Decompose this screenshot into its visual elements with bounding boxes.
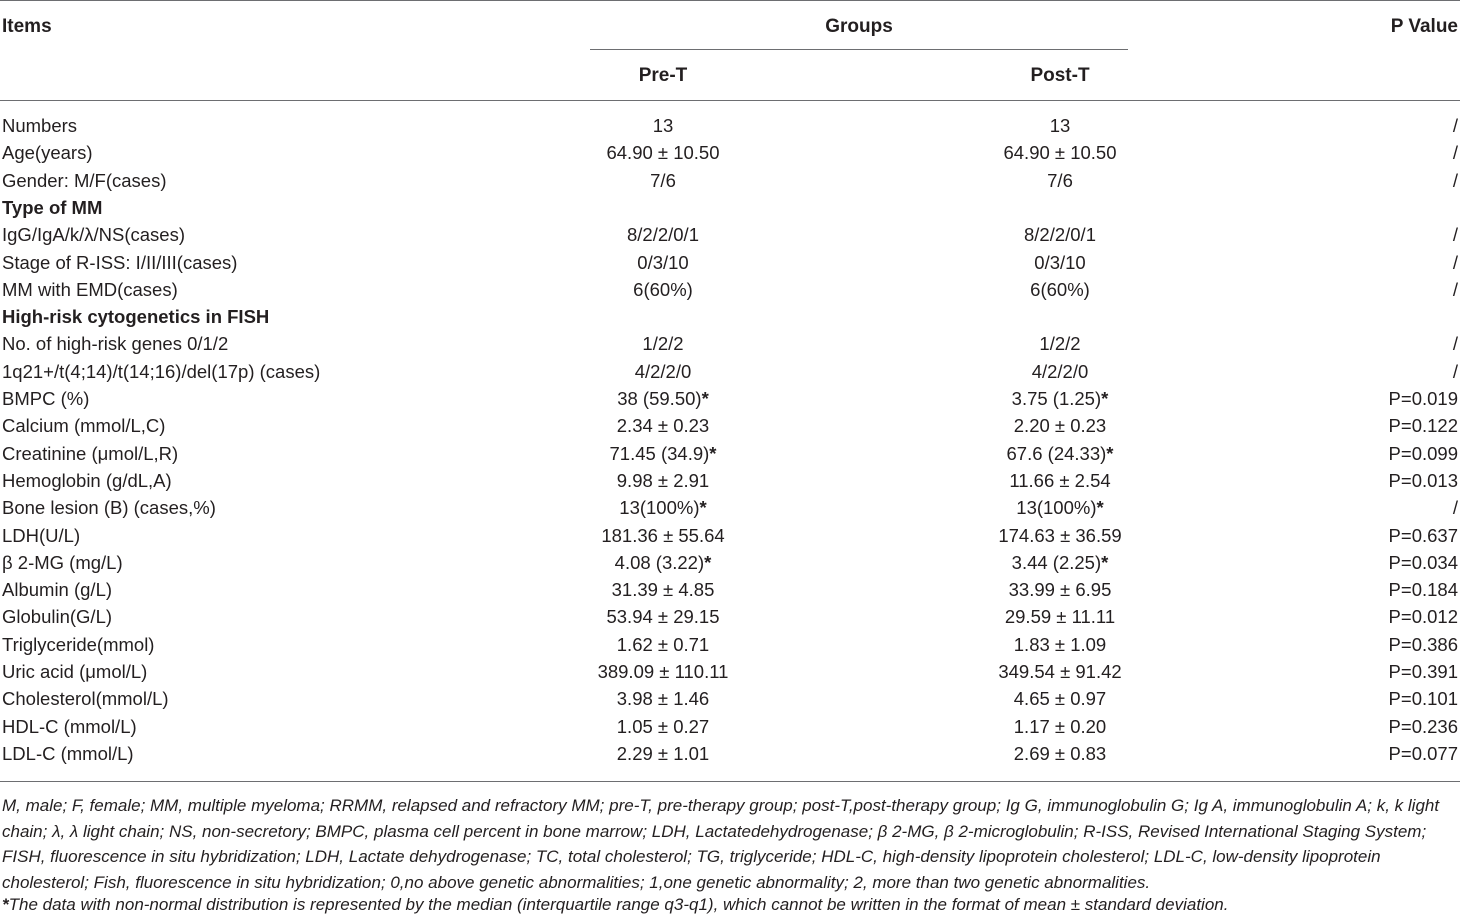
cell-post-t-text: 64.90 ± 10.50: [1003, 142, 1117, 164]
cell-post-t: [960, 249, 1160, 276]
cell-post-t: [960, 713, 1160, 740]
cell-p-value: [1389, 522, 1458, 549]
cell-pre-t-text: 9.98 ± 2.91: [616, 469, 710, 491]
cell-pre-t-text: 38 (59.50): [617, 388, 702, 409]
table-row: [0, 249, 1460, 276]
cell-pre-t: [563, 467, 763, 494]
cell-pre-t-text: 4/2/2/0: [634, 360, 692, 382]
cell-pre-t-text: 389.09 ± 110.11: [597, 661, 729, 682]
cell-pre-t: [563, 440, 763, 467]
cell-p-value-text: P=0.019: [1388, 388, 1458, 409]
cell-pre-t: [563, 740, 763, 767]
cell-post-t-text: 13: [1049, 115, 1071, 136]
cell-item: [2, 631, 154, 658]
table-row: [0, 112, 1460, 139]
cell-item-text: Age(years): [2, 142, 93, 164]
cell-p-value-text: /: [1452, 115, 1458, 136]
cell-p-value: [1453, 167, 1458, 194]
section-row: [0, 194, 1460, 221]
cell-p-value-text: P=0.184: [1388, 579, 1458, 601]
cell-item-text: Bone lesion (B) (cases,%): [2, 497, 216, 519]
cell-item-text: MM with EMD(cases): [2, 278, 178, 300]
cell-post-t-text: 33.99 ± 6.95: [1008, 579, 1112, 601]
cell-item-text: IgG/IgA/k/λ/NS(cases): [2, 224, 185, 246]
cell-pre-t: [563, 385, 763, 412]
footnote-star: *: [2, 895, 9, 914]
nonnormal-star: *: [1101, 388, 1109, 409]
cell-pre-t: [563, 713, 763, 740]
cell-item-text: Hemoglobin (g/dL,A): [2, 469, 172, 491]
cell-post-t: [960, 412, 1160, 439]
nonnormal-star: *: [1101, 551, 1109, 573]
cell-item-text: LDL-C (mmol/L): [2, 742, 134, 764]
cell-pre-t-text: 2.29 ± 1.01: [616, 742, 710, 764]
cell-item: [2, 358, 320, 385]
cell-item-text: Gender: M/F(cases): [2, 169, 167, 191]
header-items: Items: [2, 16, 52, 37]
cell-p-value-text: /: [1452, 142, 1458, 164]
cell-p-value: [1453, 139, 1458, 166]
cell-post-t-text: 4.65 ± 0.97: [1013, 688, 1107, 710]
cell-pre-t-text: 2.34 ± 0.23: [616, 415, 710, 437]
cell-p-value: [1389, 467, 1458, 494]
cell-item: [2, 603, 112, 630]
cell-item-text: Calcium (mmol/L,C): [2, 415, 166, 437]
cell-p-value-text: /: [1452, 224, 1458, 246]
cell-item: [2, 522, 80, 549]
cell-p-value: [1453, 358, 1458, 385]
table-row: [0, 139, 1460, 166]
cell-pre-t-text: 13: [652, 115, 674, 136]
cell-p-value-text: P=0.013: [1388, 469, 1458, 491]
cell-post-t-text: 3.75 (1.25): [1011, 388, 1102, 409]
cell-post-t-text: 11.66 ± 2.54: [1009, 469, 1111, 491]
cell-post-t-text: 349.54 ± 91.42: [998, 661, 1122, 682]
cell-pre-t: [563, 249, 763, 276]
cell-post-t-text: 2.69 ± 0.83: [1013, 742, 1107, 764]
cell-item-text: Numbers: [2, 115, 78, 136]
table-footnote-nonnormal: [2, 895, 1458, 915]
cell-pre-t-text: 1/2/2: [642, 333, 684, 355]
cell-post-t: [960, 522, 1160, 549]
cell-post-t: [960, 467, 1160, 494]
cell-item: [2, 330, 228, 357]
cell-pre-t-text: 31.39 ± 4.85: [611, 579, 715, 601]
cell-p-value-text: /: [1452, 360, 1458, 382]
cell-item: [2, 576, 112, 603]
nonnormal-star: *: [701, 388, 709, 409]
cell-item-text: Albumin (g/L): [2, 579, 113, 601]
section-row: [0, 303, 1460, 330]
cell-item-text: Cholesterol(mmol/L): [2, 688, 169, 710]
cell-p-value: [1453, 249, 1458, 276]
cell-pre-t: [563, 549, 763, 576]
cell-p-value-text: P=0.637: [1388, 524, 1458, 546]
cell-p-value-text: P=0.391: [1388, 661, 1458, 682]
table-row: [0, 385, 1460, 412]
cell-post-t: [960, 576, 1160, 603]
cell-item: [2, 467, 172, 494]
cell-post-t: [960, 740, 1160, 767]
cell-item-text: Stage of R-ISS: I/II/III(cases): [2, 251, 238, 273]
table-row: [0, 549, 1460, 576]
cell-post-t-text: 67.6 (24.33): [1006, 442, 1107, 464]
cell-pre-t: [563, 576, 763, 603]
cell-p-value: [1453, 330, 1458, 357]
table-row: [0, 631, 1460, 658]
cell-item: [2, 112, 77, 139]
cell-post-t-text: 1.17 ± 0.20: [1013, 715, 1107, 737]
cell-post-t-text: 3.44 (2.25): [1011, 551, 1102, 573]
cell-pre-t: [563, 112, 763, 139]
cell-pre-t: [563, 603, 763, 630]
cell-item: [2, 658, 147, 685]
cell-p-value: [1453, 112, 1458, 139]
cell-pre-t-text: 0/3/10: [637, 251, 689, 273]
cell-pre-t-text: 4.08 (3.22): [614, 551, 705, 573]
cell-item: [2, 194, 102, 221]
cell-item: [2, 249, 237, 276]
cell-post-t-text: 6(60%): [1030, 278, 1090, 300]
cell-p-value-text: /: [1452, 497, 1458, 519]
cell-p-value-text: P=0.386: [1388, 633, 1458, 655]
cell-p-value-text: /: [1452, 169, 1458, 191]
cell-item: [2, 139, 92, 166]
cell-item-text: HDL-C (mmol/L): [2, 715, 137, 737]
table-row: [0, 330, 1460, 357]
cell-item: [2, 412, 165, 439]
cell-pre-t-text: 64.90 ± 10.50: [606, 142, 720, 164]
cell-pre-t: [563, 522, 763, 549]
cell-item: [2, 276, 178, 303]
cell-post-t: [960, 167, 1160, 194]
cell-pre-t-text: 13(100%): [619, 497, 700, 519]
cell-pre-t-text: 3.98 ± 1.46: [616, 688, 710, 710]
cell-post-t-text: 7/6: [1047, 169, 1073, 191]
cell-post-t: [960, 549, 1160, 576]
header-bottom-rule: [0, 100, 1460, 101]
cell-p-value-text: P=0.077: [1388, 742, 1458, 764]
cell-post-t: [960, 330, 1160, 357]
cell-post-t: [960, 221, 1160, 248]
cell-item: [2, 740, 134, 767]
cell-item: [2, 385, 89, 412]
cell-pre-t-text: 1.62 ± 0.71: [616, 633, 710, 655]
nonnormal-star: *: [1096, 497, 1104, 519]
cell-pre-t: [563, 167, 763, 194]
cell-pre-t: [563, 658, 763, 685]
table-row: [0, 358, 1460, 385]
table-row: [0, 603, 1460, 630]
cell-pre-t-text: 8/2/2/0/1: [626, 224, 699, 246]
table-row: [0, 167, 1460, 194]
cell-item-text: BMPC (%): [2, 388, 90, 409]
cell-pre-t: [563, 494, 763, 521]
cell-p-value: [1389, 440, 1458, 467]
cell-post-t: [960, 276, 1160, 303]
cell-item: [2, 303, 269, 330]
cell-pre-t: [563, 631, 763, 658]
cell-p-value-text: /: [1452, 333, 1458, 355]
cell-pre-t-text: 7/6: [650, 169, 676, 191]
cell-p-value: [1389, 576, 1458, 603]
table-row: [0, 467, 1460, 494]
cell-pre-t: [563, 276, 763, 303]
cell-pre-t: [563, 139, 763, 166]
cell-item: [2, 549, 123, 576]
cell-p-value: [1389, 412, 1458, 439]
cell-post-t: [960, 685, 1160, 712]
cell-pre-t-text: 181.36 ± 55.64: [601, 524, 725, 546]
footnote-nonnormal-text: The data with non-normal distribution is represented by the median (interquartile range q3-q1), which cannot be written in the format of mean ± standard deviation.: [8, 895, 1229, 914]
table-row: [0, 494, 1460, 521]
cell-post-t-text: 29.59 ± 11.11: [1004, 606, 1116, 628]
cell-post-t: [960, 139, 1160, 166]
cell-post-t: [960, 603, 1160, 630]
cell-p-value: [1453, 276, 1458, 303]
cell-p-value-text: P=0.034: [1388, 551, 1458, 573]
cell-p-value: [1389, 740, 1458, 767]
cell-pre-t: [563, 412, 763, 439]
table-row: [0, 713, 1460, 740]
header-groups: Groups: [825, 16, 893, 37]
cell-post-t: [960, 494, 1160, 521]
cell-post-t-text: 8/2/2/0/1: [1023, 224, 1096, 246]
cell-p-value-text: /: [1452, 251, 1458, 273]
cell-post-t-text: 1.83 ± 1.09: [1013, 633, 1107, 655]
cell-pre-t: [563, 358, 763, 385]
cell-post-t-text: 1/2/2: [1039, 333, 1081, 355]
table-footnote: M, male; F, female; MM, multiple myeloma; RRMM, relapsed and refractory MM; pre-T, pre-therapy group; post-T,post-therapy group; Ig G, immunoglobulin G; Ig A, immunoglobulin A; k, k light chain; λ, λ light chain; NS, non-secretory; BMPC, plasma cell percent in bone marrow; LDH, Lactatedehydrogenase; β 2-MG, β 2-microglobulin; R-ISS, Revised International Staging System; FISH, fluorescence in situ hybridization; LDH, Lactate dehydrogenase; TC, total cholesterol; TG, triglyceride; HDL-C, high-density lipoprotein cholesterol; LDL-C, low-density lipoprotein cholesterol; Fish, fluorescence in situ hybridization; 0,no above genetic abnormalities; 1,one genetic abnormality; 2, more than two genetic abnormalities.: [2, 796, 1440, 892]
cell-p-value: [1453, 221, 1458, 248]
cell-item-text: Creatinine (μmol/L,R): [2, 442, 179, 464]
cell-post-t-text: 13(100%): [1016, 497, 1097, 519]
table-row: [0, 658, 1460, 685]
header-p-value: P Value: [1390, 16, 1458, 37]
table-row: [0, 440, 1460, 467]
cell-item-text: High-risk cytogenetics in FISH: [2, 306, 270, 328]
cell-pre-t-text: 53.94 ± 29.15: [606, 606, 720, 628]
bottom-rule: [0, 781, 1460, 782]
table-row: [0, 221, 1460, 248]
cell-p-value-text: P=0.122: [1388, 415, 1458, 437]
top-rule: [0, 0, 1460, 1]
cell-post-t-text: 4/2/2/0: [1031, 360, 1089, 382]
cell-pre-t-text: 1.05 ± 0.27: [616, 715, 710, 737]
table-row: [0, 576, 1460, 603]
cell-p-value: [1389, 385, 1458, 412]
nonnormal-star: *: [709, 442, 717, 464]
cell-p-value-text: P=0.099: [1388, 442, 1458, 464]
cell-item: [2, 494, 216, 521]
cell-post-t: [960, 440, 1160, 467]
cell-post-t: [960, 631, 1160, 658]
table-row: [0, 412, 1460, 439]
cell-p-value-text: P=0.236: [1388, 715, 1458, 737]
cell-post-t: [960, 658, 1160, 685]
cell-post-t: [960, 112, 1160, 139]
cell-p-value: [1389, 631, 1458, 658]
cell-item: [2, 167, 167, 194]
nonnormal-star: *: [1106, 442, 1114, 464]
nonnormal-star: *: [704, 551, 712, 573]
cell-p-value: [1389, 685, 1458, 712]
cell-post-t-text: 0/3/10: [1034, 251, 1086, 273]
cell-pre-t: [563, 685, 763, 712]
cell-pre-t: [563, 330, 763, 357]
cell-p-value-text: /: [1452, 278, 1458, 300]
cell-p-value: [1389, 549, 1458, 576]
table-row: [0, 276, 1460, 303]
cell-p-value: [1389, 603, 1458, 630]
table-row: [0, 740, 1460, 767]
cell-item-text: Globulin(G/L): [2, 606, 113, 628]
cell-p-value-text: P=0.012: [1388, 606, 1458, 628]
cell-item: [2, 713, 137, 740]
cell-item-text: Uric acid (μmol/L): [2, 661, 148, 682]
cell-p-value: [1389, 658, 1458, 685]
cell-pre-t-text: 71.45 (34.9): [609, 442, 710, 464]
cell-p-value: [1453, 494, 1458, 521]
cell-pre-t: [563, 221, 763, 248]
cell-item-text: LDH(U/L): [2, 524, 81, 546]
cell-item: [2, 221, 185, 248]
cell-post-t-text: 2.20 ± 0.23: [1013, 415, 1107, 437]
cell-item-text: 1q21+/t(4;14)/t(14;16)/del(17p) (cases): [2, 360, 321, 382]
cell-post-t-text: 174.63 ± 36.59: [998, 524, 1122, 546]
cell-p-value-text: P=0.101: [1388, 688, 1458, 710]
cell-pre-t-text: 6(60%): [633, 278, 693, 300]
table-row: [0, 685, 1460, 712]
cell-item-text: Triglyceride(mmol): [2, 633, 155, 655]
cell-item-text: β 2-MG (mg/L): [2, 551, 123, 573]
nonnormal-star: *: [699, 497, 707, 519]
cell-post-t: [960, 385, 1160, 412]
cell-item-text: Type of MM: [2, 196, 103, 218]
header-post-t: Post-T: [1030, 65, 1090, 86]
table-row: [0, 522, 1460, 549]
groups-underline: [590, 49, 1128, 50]
cell-post-t: [960, 358, 1160, 385]
header-pre-t: Pre-T: [638, 65, 688, 86]
cell-item-text: No. of high-risk genes 0/1/2: [2, 333, 229, 355]
cell-p-value: [1389, 713, 1458, 740]
cell-item: [2, 440, 178, 467]
cell-item: [2, 685, 169, 712]
